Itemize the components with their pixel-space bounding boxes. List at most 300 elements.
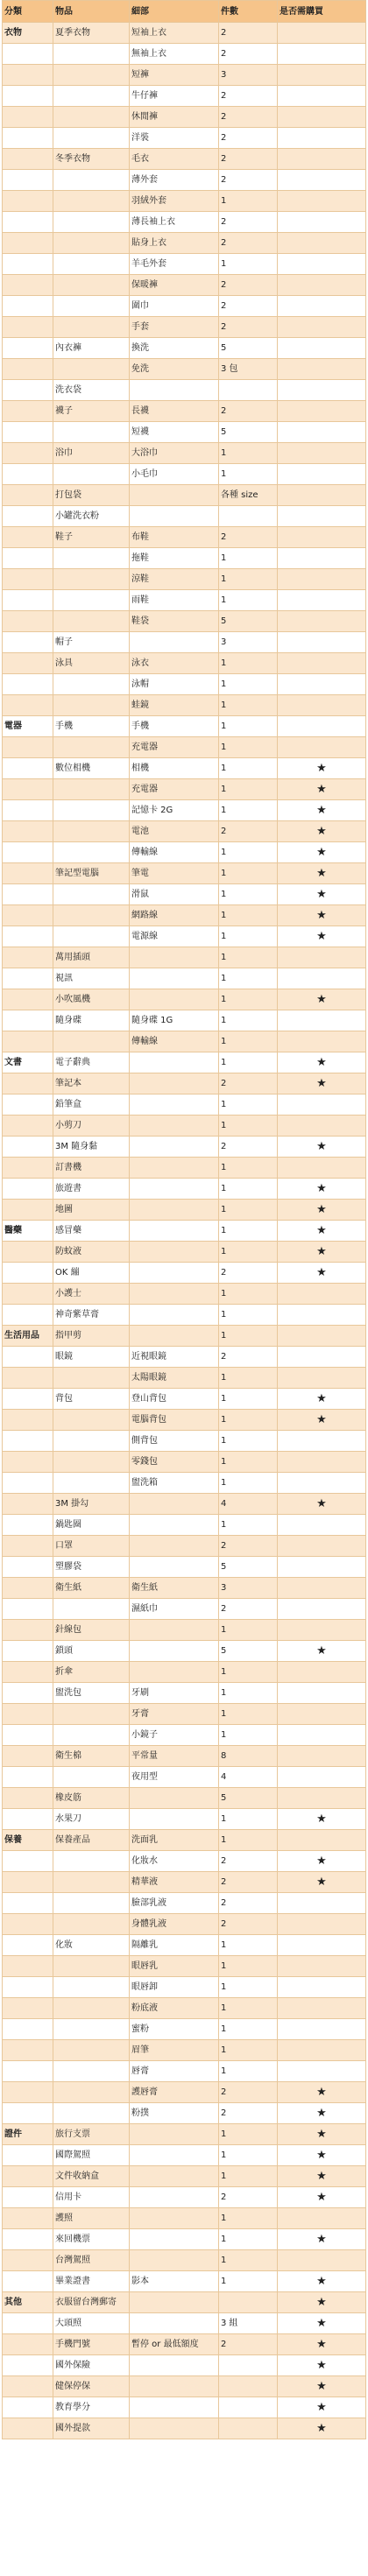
- cell-detail: 記憶卡 2G: [130, 800, 219, 821]
- table-row: [3, 1137, 366, 1158]
- cell-detail: 牛仔褲: [130, 86, 219, 107]
- cell-count: [219, 380, 278, 401]
- cell-category: [3, 1998, 53, 2019]
- cell-need-buy: [278, 632, 366, 653]
- table-row: [3, 884, 366, 905]
- cell-category: [3, 1242, 53, 1263]
- table-row: [3, 23, 366, 44]
- cell-category: [3, 527, 53, 548]
- cell-detail: 保暖褲: [130, 275, 219, 296]
- cell-need-buy: [278, 317, 366, 338]
- cell-count: 2: [219, 149, 278, 170]
- cell-detail: 牙刷: [130, 1683, 219, 1704]
- cell-count: 各種 size: [219, 485, 278, 506]
- table-row: [3, 1956, 366, 1977]
- table-row: [3, 506, 366, 527]
- cell-count: 2: [219, 233, 278, 254]
- cell-detail: 側背包: [130, 1431, 219, 1452]
- table-row: [3, 989, 366, 1010]
- cell-count: 1: [219, 548, 278, 569]
- cell-category: [3, 1305, 53, 1326]
- cell-category: [3, 2334, 53, 2355]
- cell-need-buy: ★: [278, 1200, 366, 1221]
- cell-category: [3, 548, 53, 569]
- table-row: [3, 1620, 366, 1641]
- cell-count: 1: [219, 737, 278, 758]
- cell-need-buy: [278, 485, 366, 506]
- cell-category: [3, 464, 53, 485]
- cell-item: 鞋子: [53, 527, 130, 548]
- cell-detail: [130, 506, 219, 527]
- cell-detail: 羽絨外套: [130, 191, 219, 212]
- cell-category: [3, 1977, 53, 1998]
- cell-category: [3, 800, 53, 821]
- cell-need-buy: ★: [278, 1809, 366, 1830]
- table-row: [3, 1158, 366, 1179]
- cell-item: 地圖: [53, 1200, 130, 1221]
- table-row: [3, 464, 366, 485]
- cell-detail: 電池: [130, 821, 219, 842]
- cell-item: 折傘: [53, 1662, 130, 1683]
- cell-need-buy: ★: [278, 1221, 366, 1242]
- table-row: [3, 1998, 366, 2019]
- table-row: [3, 1200, 366, 1221]
- cell-item: 鎖頭: [53, 1641, 130, 1662]
- cell-need-buy: [278, 737, 366, 758]
- table-row: [3, 1599, 366, 1620]
- cell-detail: [130, 380, 219, 401]
- cell-item: [53, 2061, 130, 2082]
- cell-detail: 充電器: [130, 779, 219, 800]
- cell-item: [53, 2082, 130, 2103]
- cell-item: [53, 590, 130, 611]
- cell-detail: [130, 1200, 219, 1221]
- cell-count: 1: [219, 2271, 278, 2292]
- table-row: [3, 2082, 366, 2103]
- cell-count: 1: [219, 674, 278, 695]
- table-row: [3, 149, 366, 170]
- cell-item: 指甲剪: [53, 1326, 130, 1347]
- cell-category: [3, 1179, 53, 1200]
- cell-item: [53, 1893, 130, 1914]
- cell-item: 手機: [53, 716, 130, 737]
- cell-detail: 蜜粉: [130, 2019, 219, 2040]
- cell-need-buy: ★: [278, 1137, 366, 1158]
- table-row: [3, 1242, 366, 1263]
- cell-detail: 牙膏: [130, 1704, 219, 1725]
- cell-need-buy: ★: [278, 2355, 366, 2376]
- cell-count: 5: [219, 1641, 278, 1662]
- cell-count: [219, 2418, 278, 2439]
- cell-category: [3, 1094, 53, 1116]
- cell-need-buy: [278, 653, 366, 674]
- cell-category: [3, 1725, 53, 1746]
- cell-item: 背包: [53, 1389, 130, 1410]
- cell-count: 1: [219, 1200, 278, 1221]
- table-row: [3, 2187, 366, 2208]
- cell-category: [3, 632, 53, 653]
- table-row: [3, 1977, 366, 1998]
- cell-count: 1: [219, 464, 278, 485]
- cell-item: 襪子: [53, 401, 130, 422]
- cell-need-buy: [278, 1704, 366, 1725]
- cell-need-buy: ★: [278, 2376, 366, 2397]
- cell-category: [3, 1473, 53, 1494]
- cell-need-buy: ★: [278, 2334, 366, 2355]
- cell-item: [53, 569, 130, 590]
- cell-item: [53, 884, 130, 905]
- cell-category: [3, 1788, 53, 1809]
- cell-item: [53, 212, 130, 233]
- cell-item: 畢業證書: [53, 2271, 130, 2292]
- cell-category: [3, 506, 53, 527]
- cell-need-buy: [278, 527, 366, 548]
- cell-category: [3, 1137, 53, 1158]
- cell-category: [3, 1620, 53, 1641]
- cell-need-buy: [278, 506, 366, 527]
- cell-count: 2: [219, 170, 278, 191]
- cell-detail: [130, 2208, 219, 2229]
- cell-need-buy: [278, 1977, 366, 1998]
- cell-need-buy: [278, 86, 366, 107]
- cell-item: [53, 1704, 130, 1725]
- cell-need-buy: [278, 1725, 366, 1746]
- cell-item: 大頭照: [53, 2313, 130, 2334]
- cell-count: 1: [219, 1158, 278, 1179]
- cell-category: [3, 2313, 53, 2334]
- cell-count: [219, 506, 278, 527]
- cell-count: 1: [219, 1326, 278, 1347]
- cell-count: 1: [219, 2250, 278, 2271]
- table-row: [3, 1746, 366, 1767]
- table-row: [3, 1326, 366, 1347]
- cell-detail: 暫停 or 最低額度: [130, 2334, 219, 2355]
- table-row: [3, 926, 366, 947]
- cell-category: [3, 1010, 53, 1031]
- cell-item: [53, 1914, 130, 1935]
- cell-count: 4: [219, 1494, 278, 1515]
- cell-detail: 唇膏: [130, 2061, 219, 2082]
- cell-need-buy: ★: [278, 1641, 366, 1662]
- cell-category: [3, 86, 53, 107]
- table-row: [3, 737, 366, 758]
- cell-count: 2: [219, 1872, 278, 1893]
- cell-need-buy: [278, 1010, 366, 1031]
- cell-detail: 影本: [130, 2271, 219, 2292]
- table-row: [3, 65, 366, 86]
- cell-item: [53, 296, 130, 317]
- cell-count: 1: [219, 989, 278, 1010]
- cell-count: 1: [219, 1221, 278, 1242]
- cell-count: 1: [219, 1809, 278, 1830]
- cell-need-buy: ★: [278, 2166, 366, 2187]
- cell-need-buy: [278, 128, 366, 149]
- cell-category: [3, 863, 53, 884]
- cell-detail: [130, 632, 219, 653]
- table-row: [3, 1662, 366, 1683]
- cell-count: 3: [219, 1578, 278, 1599]
- cell-detail: 羊毛外套: [130, 254, 219, 275]
- cell-count: 5: [219, 422, 278, 443]
- table-row: [3, 1263, 366, 1284]
- table-row: [3, 2229, 366, 2250]
- table-row: [3, 1410, 366, 1431]
- cell-need-buy: [278, 1431, 366, 1452]
- cell-detail: [130, 1536, 219, 1557]
- cell-category: [3, 1116, 53, 1137]
- cell-category: [3, 653, 53, 674]
- cell-item: 衛生紙: [53, 1578, 130, 1599]
- table-row: [3, 1935, 366, 1956]
- cell-category: [3, 1578, 53, 1599]
- cell-item: 筆記型電腦: [53, 863, 130, 884]
- cell-need-buy: [278, 1116, 366, 1137]
- cell-item: 護照: [53, 2208, 130, 2229]
- table-row: [3, 863, 366, 884]
- cell-category: [3, 401, 53, 422]
- cell-item: [53, 548, 130, 569]
- cell-count: 1: [219, 1683, 278, 1704]
- cell-need-buy: [278, 170, 366, 191]
- cell-detail: [130, 989, 219, 1010]
- cell-category: [3, 905, 53, 926]
- cell-item: 保養產品: [53, 1830, 130, 1851]
- cell-item: 橡皮筋: [53, 1788, 130, 1809]
- table-row: [3, 2208, 366, 2229]
- cell-item: 小罐洗衣粉: [53, 506, 130, 527]
- cell-detail: 長襪: [130, 401, 219, 422]
- cell-item: [53, 695, 130, 716]
- cell-category: [3, 947, 53, 968]
- cell-detail: [130, 1326, 219, 1347]
- cell-count: 1: [219, 590, 278, 611]
- table-row: [3, 1704, 366, 1725]
- cell-item: 內衣褲: [53, 338, 130, 359]
- cell-detail: 臉部乳液: [130, 1893, 219, 1914]
- cell-detail: [130, 1137, 219, 1158]
- cell-item: [53, 464, 130, 485]
- cell-count: 1: [219, 1473, 278, 1494]
- cell-need-buy: [278, 254, 366, 275]
- table-row: [3, 2292, 366, 2313]
- cell-need-buy: [278, 149, 366, 170]
- cell-count: 1: [219, 800, 278, 821]
- table-row: [3, 1536, 366, 1557]
- cell-count: 2: [219, 2103, 278, 2124]
- cell-detail: [130, 2250, 219, 2271]
- cell-category: [3, 317, 53, 338]
- cell-count: 1: [219, 779, 278, 800]
- table-row: [3, 359, 366, 380]
- cell-category: [3, 212, 53, 233]
- cell-count: 1: [219, 758, 278, 779]
- cell-count: 1: [219, 1431, 278, 1452]
- cell-category: 文書: [3, 1052, 53, 1073]
- cell-item: [53, 779, 130, 800]
- cell-detail: 拖鞋: [130, 548, 219, 569]
- cell-need-buy: [278, 1031, 366, 1052]
- cell-count: 2: [219, 401, 278, 422]
- cell-count: [219, 2397, 278, 2418]
- cell-need-buy: ★: [278, 800, 366, 821]
- cell-detail: [130, 1221, 219, 1242]
- table-row: [3, 842, 366, 863]
- cell-detail: 護唇膏: [130, 2082, 219, 2103]
- cell-count: 3 組: [219, 2313, 278, 2334]
- cell-item: 夏季衣物: [53, 23, 130, 44]
- cell-detail: [130, 1641, 219, 1662]
- cell-count: 1: [219, 254, 278, 275]
- cell-count: 1: [219, 842, 278, 863]
- cell-need-buy: [278, 464, 366, 485]
- cell-detail: 眼唇乳: [130, 1956, 219, 1977]
- cell-detail: 眉筆: [130, 2040, 219, 2061]
- cell-need-buy: [278, 1347, 366, 1368]
- cell-item: 國外提款: [53, 2418, 130, 2439]
- cell-count: 1: [219, 1620, 278, 1641]
- cell-need-buy: [278, 443, 366, 464]
- table-row: [3, 2376, 366, 2397]
- cell-item: 小護士: [53, 1284, 130, 1305]
- cell-item: 小剪刀: [53, 1116, 130, 1137]
- cell-item: 萬用插頭: [53, 947, 130, 968]
- cell-count: 1: [219, 1725, 278, 1746]
- cell-count: 2: [219, 317, 278, 338]
- cell-category: [3, 65, 53, 86]
- cell-need-buy: [278, 2019, 366, 2040]
- cell-count: 1: [219, 1998, 278, 2019]
- cell-detail: 傳輸線: [130, 842, 219, 863]
- cell-category: [3, 233, 53, 254]
- cell-item: 帽子: [53, 632, 130, 653]
- cell-category: [3, 1031, 53, 1052]
- cell-detail: 身體乳液: [130, 1914, 219, 1935]
- cell-need-buy: ★: [278, 2292, 366, 2313]
- cell-category: [3, 1641, 53, 1662]
- cell-detail: [130, 1620, 219, 1641]
- cell-detail: [130, 2313, 219, 2334]
- table-row: [3, 107, 366, 128]
- cell-detail: 夜用型: [130, 1767, 219, 1788]
- cell-category: [3, 1704, 53, 1725]
- table-row: [3, 1809, 366, 1830]
- cell-item: 化妝: [53, 1935, 130, 1956]
- cell-item: 鉛筆盒: [53, 1094, 130, 1116]
- table-row: [3, 2313, 366, 2334]
- table-row: [3, 800, 366, 821]
- cell-need-buy: ★: [278, 2103, 366, 2124]
- cell-need-buy: [278, 1662, 366, 1683]
- cell-need-buy: [278, 233, 366, 254]
- cell-need-buy: [278, 1284, 366, 1305]
- cell-item: 筆記本: [53, 1073, 130, 1094]
- cell-need-buy: ★: [278, 1242, 366, 1263]
- cell-category: [3, 758, 53, 779]
- cell-detail: 網路線: [130, 905, 219, 926]
- cell-need-buy: [278, 1473, 366, 1494]
- cell-category: [3, 1872, 53, 1893]
- table-row: [3, 2355, 366, 2376]
- cell-item: 衛生棉: [53, 1746, 130, 1767]
- cell-need-buy: [278, 695, 366, 716]
- cell-item: 教育學分: [53, 2397, 130, 2418]
- cell-count: 2: [219, 821, 278, 842]
- cell-need-buy: [278, 2040, 366, 2061]
- table-row: [3, 443, 366, 464]
- cell-count: 2: [219, 23, 278, 44]
- cell-item: 視訊: [53, 968, 130, 989]
- cell-detail: 手機: [130, 716, 219, 737]
- cell-category: [3, 1284, 53, 1305]
- table-row: [3, 1683, 366, 1704]
- cell-count: 1: [219, 905, 278, 926]
- table-row: [3, 1094, 366, 1116]
- cell-count: 1: [219, 1305, 278, 1326]
- table-row: [3, 611, 366, 632]
- table-row: [3, 170, 366, 191]
- table-row: [3, 2145, 366, 2166]
- cell-item: 電子辭典: [53, 1052, 130, 1073]
- cell-detail: 無袖上衣: [130, 44, 219, 65]
- cell-detail: 布鞋: [130, 527, 219, 548]
- cell-need-buy: [278, 2208, 366, 2229]
- table-row: [3, 275, 366, 296]
- cell-item: 泳具: [53, 653, 130, 674]
- cell-item: [53, 800, 130, 821]
- cell-detail: [130, 2124, 219, 2145]
- cell-detail: [130, 1263, 219, 1284]
- cell-detail: [130, 2292, 219, 2313]
- cell-item: [53, 254, 130, 275]
- cell-item: [53, 44, 130, 65]
- cell-count: 2: [219, 275, 278, 296]
- cell-need-buy: ★: [278, 2124, 366, 2145]
- cell-item: [53, 737, 130, 758]
- cell-item: 衣服留台灣郵寄: [53, 2292, 130, 2313]
- cell-item: 3M 掛勾: [53, 1494, 130, 1515]
- cell-detail: [130, 2187, 219, 2208]
- cell-need-buy: ★: [278, 989, 366, 1010]
- cell-item: [53, 926, 130, 947]
- cell-need-buy: [278, 1515, 366, 1536]
- table-row: [3, 1851, 366, 1872]
- cell-detail: 粉底液: [130, 1998, 219, 2019]
- cell-need-buy: [278, 1620, 366, 1641]
- cell-detail: 精華液: [130, 1872, 219, 1893]
- table-row: [3, 1221, 366, 1242]
- cell-detail: 盥洗箱: [130, 1473, 219, 1494]
- cell-detail: [130, 2418, 219, 2439]
- cell-item: [53, 1851, 130, 1872]
- table-row: [3, 905, 366, 926]
- cell-need-buy: ★: [278, 821, 366, 842]
- table-row: [3, 422, 366, 443]
- header-need-buy: 是否需購買: [278, 1, 366, 23]
- table-row: [3, 674, 366, 695]
- cell-item: 塑膠袋: [53, 1557, 130, 1578]
- table-row: [3, 548, 366, 569]
- cell-need-buy: ★: [278, 926, 366, 947]
- cell-category: [3, 1200, 53, 1221]
- table-row: [3, 1578, 366, 1599]
- cell-category: [3, 338, 53, 359]
- cell-category: [3, 1073, 53, 1094]
- cell-need-buy: [278, 359, 366, 380]
- cell-category: [3, 2250, 53, 2271]
- cell-need-buy: [278, 212, 366, 233]
- cell-category: [3, 359, 53, 380]
- table-row: [3, 1284, 366, 1305]
